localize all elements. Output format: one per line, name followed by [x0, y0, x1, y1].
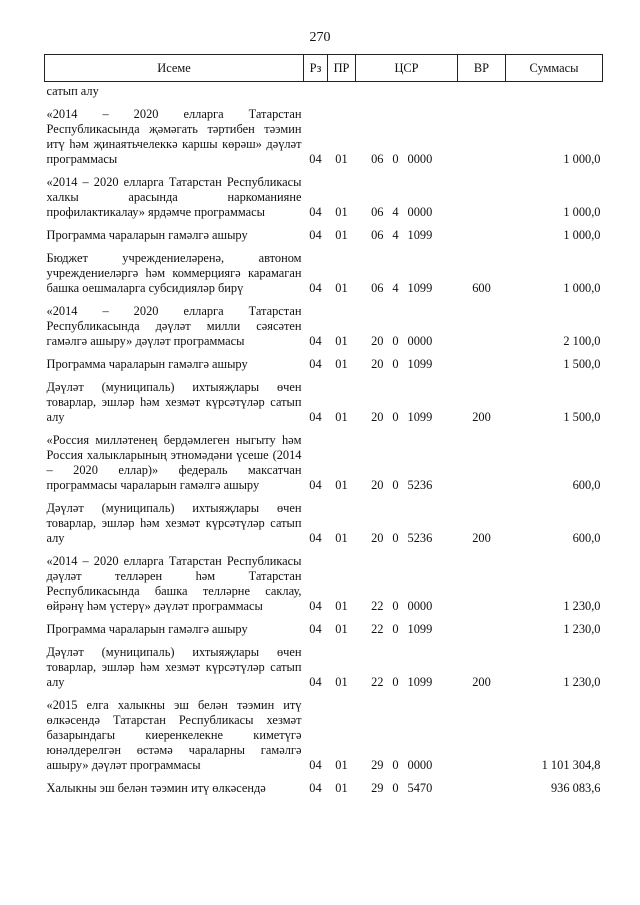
cell-csr-code: 0000	[407, 205, 433, 219]
table-row	[45, 82, 603, 104]
cell-csr-code: 1099	[407, 675, 433, 689]
cell-sum: 600,0	[572, 531, 601, 545]
cell-rz: 04	[309, 675, 322, 689]
cell-csr-program	[356, 82, 386, 104]
cell-rz: 04	[309, 334, 322, 348]
table-row	[45, 497, 603, 550]
header-name: Исеме	[45, 55, 304, 82]
cell-csr-program: 20	[371, 357, 384, 371]
cell-name: «2014 – 2020 елларга Татарстан Республикасында дәүләт милли сәясәтен гамәлгә ашыру» дәүләт программасы	[46, 304, 302, 348]
header-csr: ЦСР	[356, 55, 458, 82]
cell-name: «Россия милләтенең бердәмлеген ныгыту һәм Россия халыкларының этномәдәни үсеше (2014 – 2020 еллар)» федераль максатчан программасы чараларын гамәлгә ашыру	[46, 433, 302, 492]
cell-sum: 1 000,0	[563, 281, 601, 295]
cell-csr-code: 5236	[407, 478, 433, 492]
cell-name: Дәүләт (муниципаль) ихтыяҗлары өчен товарлар, эшләр һәм хезмәт күрсәтүләр сатып алу	[46, 501, 302, 545]
cell-name: Программа чараларын гамәлгә ашыру	[46, 357, 248, 371]
cell-name: Дәүләт (муниципаль) ихтыяҗлары өчен товарлар, эшләр һәм хезмәт күрсәтүләр сатып алу	[46, 645, 302, 689]
cell-csr-subprogram: 0	[392, 152, 399, 166]
cell-csr-program: 22	[371, 599, 384, 613]
header-rz: Рз	[304, 55, 328, 82]
cell-rz: 04	[309, 205, 322, 219]
cell-sum: 1 500,0	[563, 357, 601, 371]
table-row	[45, 694, 603, 777]
cell-csr-code: 0000	[407, 599, 433, 613]
cell-csr-subprogram: 4	[392, 228, 399, 242]
cell-csr-program: 22	[371, 622, 384, 636]
cell-vr	[458, 103, 506, 171]
cell-vr	[458, 777, 506, 800]
cell-pr: 01	[335, 334, 348, 348]
cell-rz: 04	[309, 622, 322, 636]
cell-rz: 04	[309, 281, 322, 295]
cell-csr-subprogram: 0	[392, 599, 399, 613]
cell-name: «2015 елга халыкны эш белән тәэмин итү өлкәсендә Татарстан Республикасы хезмәт базарындагы киеренкелекне киметүгә юнәлдерелгән өстәмә чараларны гамәлгә ашыру» дәүләт программасы	[46, 698, 302, 772]
table-header	[45, 55, 603, 82]
cell-pr: 01	[335, 758, 348, 772]
cell-rz: 04	[309, 758, 322, 772]
cell-csr-code: 0000	[407, 334, 433, 348]
cell-csr-subprogram: 0	[392, 781, 399, 795]
table-body	[45, 82, 603, 801]
table-row	[45, 224, 603, 247]
cell-rz: 04	[309, 357, 322, 371]
cell-sum: 1 000,0	[563, 228, 601, 242]
cell-csr-code: 0000	[407, 758, 433, 772]
cell-csr-subprogram: 0	[392, 531, 399, 545]
cell-csr-program: 20	[371, 531, 384, 545]
cell-pr: 01	[335, 675, 348, 689]
header-pr: ПР	[328, 55, 356, 82]
cell-name: Дәүләт (муниципаль) ихтыяҗлары өчен товарлар, эшләр һәм хезмәт күрсәтүләр сатып алу	[46, 380, 302, 424]
page-number: 270	[309, 30, 331, 45]
cell-pr	[328, 82, 356, 104]
cell-pr: 01	[335, 152, 348, 166]
cell-pr: 01	[335, 205, 348, 219]
cell-csr-subprogram: 0	[392, 758, 399, 772]
budget-table	[44, 54, 603, 800]
cell-csr-code: 1099	[407, 228, 433, 242]
cell-pr: 01	[335, 599, 348, 613]
table-row	[45, 171, 603, 224]
table-row	[45, 300, 603, 353]
cell-sum: 2 100,0	[563, 334, 601, 348]
cell-csr-subprogram: 0	[392, 357, 399, 371]
cell-rz: 04	[309, 781, 322, 795]
cell-name: Программа чараларын гамәлгә ашыру	[46, 622, 248, 636]
cell-csr-program: 06	[371, 205, 384, 219]
cell-rz: 04	[309, 531, 322, 545]
table-row	[45, 777, 603, 800]
cell-csr-program: 22	[371, 675, 384, 689]
cell-sum	[506, 82, 603, 104]
cell-vr	[458, 353, 506, 376]
cell-name: Программа чараларын гамәлгә ашыру	[46, 228, 248, 242]
cell-vr	[458, 429, 506, 497]
cell-sum: 600,0	[572, 478, 601, 492]
cell-csr-code: 5470	[407, 781, 433, 795]
table-row	[45, 247, 603, 300]
cell-pr: 01	[335, 622, 348, 636]
cell-pr: 01	[335, 478, 348, 492]
cell-pr: 01	[335, 781, 348, 795]
table-row	[45, 376, 603, 429]
cell-csr-program: 06	[371, 281, 384, 295]
cell-vr: 600	[472, 281, 491, 295]
cell-csr-subprogram	[386, 82, 406, 104]
cell-pr: 01	[335, 281, 348, 295]
header-vr: ВР	[458, 55, 506, 82]
cell-csr-code: 1099	[407, 622, 433, 636]
cell-csr-code: 1099	[407, 357, 433, 371]
cell-csr-subprogram: 0	[392, 410, 399, 424]
cell-pr: 01	[335, 357, 348, 371]
cell-csr-subprogram: 0	[392, 622, 399, 636]
cell-pr: 01	[335, 410, 348, 424]
cell-vr	[458, 82, 506, 104]
cell-csr-program: 20	[371, 478, 384, 492]
cell-csr-code: 1099	[407, 410, 433, 424]
cell-name: Халыкны эш белән тәэмин итү өлкәсендә	[46, 781, 266, 795]
table-row	[45, 353, 603, 376]
cell-sum: 936 083,6	[550, 781, 601, 795]
cell-rz	[304, 82, 328, 104]
cell-vr	[458, 171, 506, 224]
cell-name: «2014 – 2020 елларга Татарстан Республикасы дәүләт телләрен һәм Татарстан Республикасында башка телләрне саклау, өйрәнү һәм үстерү» дәүләт программасы	[46, 554, 302, 613]
cell-csr-program: 29	[371, 758, 384, 772]
cell-csr-program: 06	[371, 228, 384, 242]
cell-rz: 04	[309, 478, 322, 492]
cell-csr-program: 06	[371, 152, 384, 166]
cell-sum: 1 000,0	[563, 152, 601, 166]
table-row	[45, 429, 603, 497]
cell-csr-program: 29	[371, 781, 384, 795]
cell-vr	[458, 300, 506, 353]
cell-csr-subprogram: 0	[392, 334, 399, 348]
cell-rz: 04	[309, 228, 322, 242]
cell-rz: 04	[309, 599, 322, 613]
cell-csr-subprogram: 4	[392, 281, 399, 295]
cell-name: «2014 – 2020 елларга Татарстан Республикасында җәмәгать тәртибен тәэмин итү һәм җинаятьчелеккә каршы көрәш» дәүләт программасы	[46, 107, 302, 166]
cell-vr: 200	[472, 531, 491, 545]
cell-csr-code: 1099	[407, 281, 433, 295]
table-row	[45, 641, 603, 694]
cell-rz: 04	[309, 410, 322, 424]
table-row	[45, 550, 603, 618]
cell-csr-subprogram: 0	[392, 478, 399, 492]
cell-csr-code: 5236	[407, 531, 433, 545]
cell-vr: 200	[472, 675, 491, 689]
cell-name: «2014 – 2020 елларга Татарстан Республикасы халкы арасында наркоманияне профилактикалау» ярдәмче программасы	[46, 175, 302, 219]
cell-vr	[458, 224, 506, 247]
header-sum: Суммасы	[506, 55, 603, 82]
cell-sum: 1 000,0	[563, 205, 601, 219]
cell-sum: 1 230,0	[563, 599, 601, 613]
cell-csr-program: 20	[371, 334, 384, 348]
table-row	[45, 618, 603, 641]
cell-csr-subprogram: 4	[392, 205, 399, 219]
cell-vr	[458, 694, 506, 777]
cell-name: Бюджет учреждениеләренә, автоном учреждениеләргә һәм коммерциягә карамаган башка оешмаларга субсидияләр бирү	[46, 251, 302, 295]
cell-csr-subprogram: 0	[392, 675, 399, 689]
cell-sum: 1 500,0	[563, 410, 601, 424]
cell-sum: 1 230,0	[563, 622, 601, 636]
cell-vr	[458, 550, 506, 618]
cell-csr-code	[406, 82, 458, 104]
cell-sum: 1 101 304,8	[541, 758, 601, 772]
cell-vr: 200	[472, 410, 491, 424]
cell-rz: 04	[309, 152, 322, 166]
cell-name: сатып алу	[46, 84, 99, 98]
cell-csr-code: 0000	[407, 152, 433, 166]
cell-csr-program: 20	[371, 410, 384, 424]
cell-sum: 1 230,0	[563, 675, 601, 689]
cell-pr: 01	[335, 228, 348, 242]
cell-vr	[458, 618, 506, 641]
table-row	[45, 103, 603, 171]
cell-pr: 01	[335, 531, 348, 545]
